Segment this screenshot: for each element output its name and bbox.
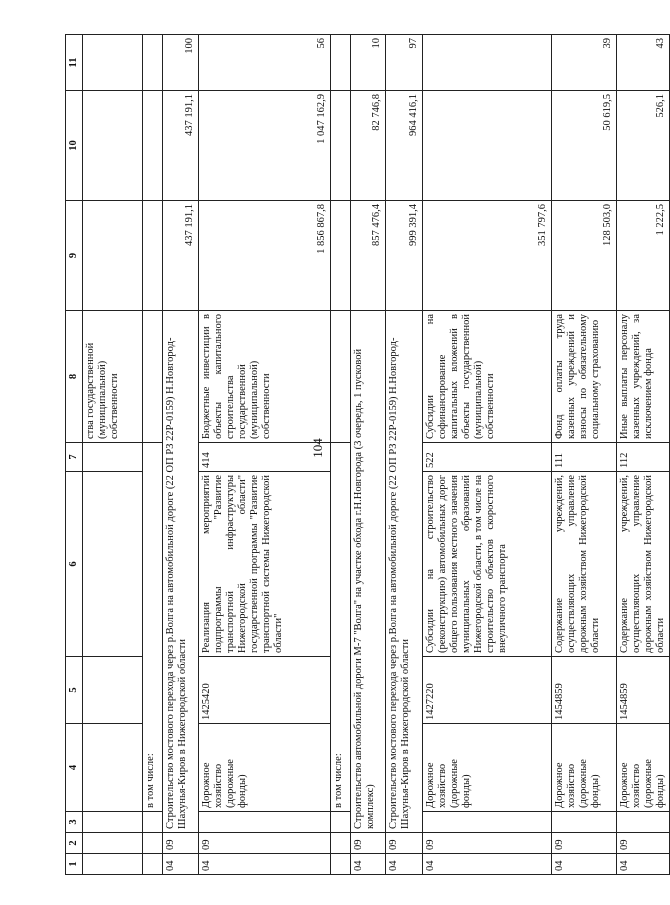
cell-section: Дорожное хозяйство (дорожные фонды) <box>617 724 670 812</box>
cell: 09 <box>351 833 386 854</box>
cell-section: Дорожное хозяйство (дорожные фонды) <box>423 724 552 812</box>
table-row <box>83 35 143 875</box>
col-header: 7 <box>66 443 83 472</box>
cell-amount: 857 476,4 <box>351 201 386 311</box>
cell-amount: 50 619,5 <box>552 91 617 201</box>
cell: 04 <box>617 854 670 875</box>
cell-percent: 56 <box>199 35 331 91</box>
cell-expense: Субсидии на софинансирование капитальных вложений в объекты государственной (муниципальной) собственности <box>423 311 552 443</box>
col-header: 4 <box>66 724 83 812</box>
cell-percent: 100 <box>163 35 199 91</box>
cell-amount: 437 191,1 <box>163 91 199 201</box>
col-header: 3 <box>66 812 83 833</box>
cell-description: Субсидии на строительство (реконструкцию) автомобильных дорог общего пользования местного значения муниципальных образований Нижегородской области, в том числе на строительство объектов скоростного внеуличного транспорта <box>423 472 552 657</box>
cell: 04 <box>423 854 552 875</box>
table-row <box>351 35 386 875</box>
cell: 04 <box>199 854 331 875</box>
cell-type: 522 <box>423 443 552 472</box>
cell-amount: 526,1 <box>617 91 670 201</box>
cell-code: 1425420 <box>199 657 331 724</box>
col-header: 9 <box>66 201 83 311</box>
subheading: в том числе: <box>331 443 351 812</box>
cell-amount: 999 391,4 <box>386 201 423 311</box>
budget-table <box>65 34 670 875</box>
table-row <box>386 35 423 875</box>
table-row <box>423 35 552 875</box>
cell-percent: 43 <box>617 35 670 91</box>
table-row <box>199 35 331 875</box>
cell-code: 1454859 <box>617 657 670 724</box>
cell-amount: 128 503,0 <box>552 201 617 311</box>
cell: 04 <box>386 854 423 875</box>
cell-expense: Фонд оплаты труда казенных учреждений и взносы по обязательному социальному страхованию <box>552 311 617 443</box>
page-number: 104 <box>310 438 325 458</box>
col-header: 10 <box>66 91 83 201</box>
col-header: 5 <box>66 657 83 724</box>
cell-amount: 1 856 867,8 <box>199 201 331 311</box>
cell-amount: 437 191,1 <box>163 201 199 311</box>
col-header: 8 <box>66 311 83 443</box>
cell-section: Дорожное хозяйство (дорожные фонды) <box>199 724 331 812</box>
cell-expense: Иные выплаты персоналу казенных учреждений, за исключением фонда <box>617 311 670 443</box>
project-title: Строительство автомобильной дороги М-7 "Волга" на участке обхода г.Н.Новгорода (3 очередь, 1 пусковой комплекс) <box>351 311 386 833</box>
cell-description: Содержание учреждений, осуществляющих управление дорожным хозяйством Нижегородской области <box>617 472 670 657</box>
cell-percent: 10 <box>351 35 386 91</box>
project-title: Строительство мостового перехода через р.Волга на автомобильной дороге (22 ОП РЗ 22Р-0159) Н.Новгород-Шахунья-Киров в Нижегородской области <box>163 311 199 833</box>
cell: 09 <box>199 833 331 854</box>
cell: 09 <box>163 833 199 854</box>
cell-amount <box>423 91 552 201</box>
cell-code: 1427220 <box>423 657 552 724</box>
cell-amount: 1 222,5 <box>617 201 670 311</box>
cell: 04 <box>163 854 199 875</box>
table-row <box>143 35 163 875</box>
cell-continued-text: ства государственной (муниципальной) собственности <box>83 311 143 443</box>
cell: 09 <box>617 833 670 854</box>
table-row <box>331 35 351 875</box>
col-header: 2 <box>66 833 83 854</box>
subheading: в том числе: <box>143 443 163 812</box>
cell: 09 <box>552 833 617 854</box>
cell-type: 111 <box>552 443 617 472</box>
col-header: 6 <box>66 472 83 657</box>
cell-expense: Бюджетные инвестиции в объекты капитального строительства государственной (муниципальной) собственности <box>199 311 331 443</box>
cell-section: Дорожное хозяйство (дорожные фонды) <box>552 724 617 812</box>
cell-code: 1454859 <box>552 657 617 724</box>
column-number-row <box>66 35 83 875</box>
col-header: 1 <box>66 854 83 875</box>
cell-amount: 351 797,6 <box>423 201 552 311</box>
table-row <box>617 35 670 875</box>
cell: 09 <box>386 833 423 854</box>
cell-type: 414 <box>199 443 331 472</box>
cell-amount: 82 746,8 <box>351 91 386 201</box>
cell: 04 <box>552 854 617 875</box>
table-row <box>163 35 199 875</box>
project-title: Строительство мостового перехода через р.Волга на автомобильной дороге (22 ОП РЗ 22Р-0159) Н.Новгород-Шахунья-Киров в Нижегородской области <box>386 311 423 833</box>
cell-amount: 964 416,1 <box>386 91 423 201</box>
cell-percent: 97 <box>386 35 423 91</box>
cell-percent <box>423 35 552 91</box>
col-header: 11 <box>66 35 83 91</box>
cell-description: Содержание учреждений, осуществляющих управление дорожным хозяйством Нижегородской области <box>552 472 617 657</box>
cell-amount: 1 047 162,9 <box>199 91 331 201</box>
cell-type: 112 <box>617 443 670 472</box>
cell: 09 <box>423 833 552 854</box>
cell: 04 <box>351 854 386 875</box>
cell-percent: 39 <box>552 35 617 91</box>
cell-description: Реализация мероприятий подпрограммы "Развитие транспортной инфраструктуры Нижегородской области" государственной программы "Развитие транспортной системы Нижегородской области" <box>199 472 331 657</box>
table-row <box>552 35 617 875</box>
rotated-table-container <box>65 35 666 875</box>
